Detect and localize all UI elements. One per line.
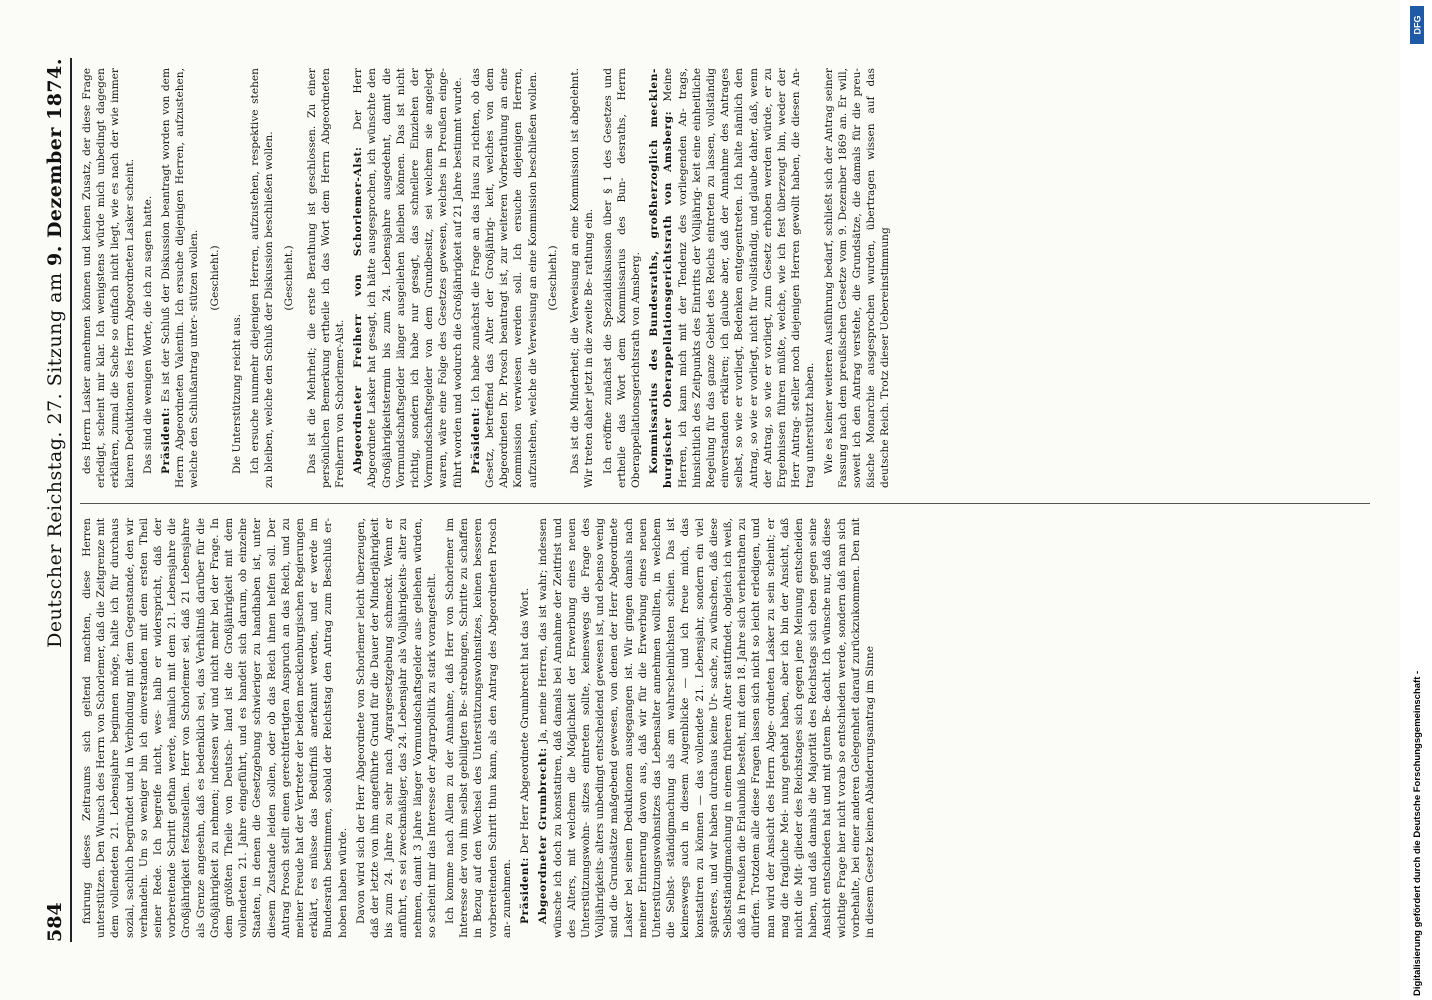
dfg-logo: DFG [1410, 6, 1424, 44]
paragraph [469, 68, 540, 488]
paragraph [536, 518, 877, 938]
paragraph [647, 68, 817, 488]
right-column [80, 68, 1376, 488]
paragraph-text: Es ist der Schluß der Diskussion beantragt worden von dem Herrn Abgeordneten Valentin. Ich ersuche diejenigen Herren, aufzustehen, welche den Schlußantrag unter- stützen wollen. [160, 68, 201, 488]
speaker-name: Abgeordneter Grumbrecht: [537, 747, 550, 924]
credit-text: Digitalisierung gefördert durch die Deutsche Forschungsgemeinschaft - [1412, 670, 1423, 996]
speaker-name: Präsident: [469, 406, 482, 474]
title-date: 9. Dezember 1874. [44, 58, 66, 266]
paragraph [443, 518, 514, 938]
paragraph [601, 68, 644, 488]
page-header [30, 58, 72, 942]
paragraph-text: Das sind die wenigen Worte, die ich zu sagen hatte. [141, 195, 154, 474]
paragraph-text: (Geschieht.) [208, 245, 221, 311]
paragraph-text: Der Herr Abgeordnete Grumbrecht hat das Wort. [519, 587, 532, 857]
paragraph-text: Ich ersuche nunmehr diejenigen Herren, aufzustehen, respektive stehen zu bleiben, welche den Schluß der Diskussion beschließen wollen. [249, 68, 276, 488]
paragraph [80, 68, 137, 488]
page-title [44, 58, 66, 648]
left-column [80, 518, 1376, 938]
paragraph-text: Ich eröffne zunächst die Spezialdiskussion über § 1 des Gesetzes und ertheile das Wort dem Kommissarius des Bun- desraths, Herrn Oberappellationsgerichtsrath von Amsberg. [601, 68, 642, 488]
paragraph-text: Ja, meine Herren, das ist wahr; indessen wünsche ich doch zu konstatiren, daß damals bei Annahme der Zeitfrist und des Alters, mit welchem die Möglichkeit der Erwerbung eines neuen Unterstützungswohn- sitzes eintreten sollte, keineswegs die Frage des Volljährigkeits- alters unbedingt entscheidend gewesen ist, und ebenso wenig sind die Grundsätze maßgebend gewesen, von denen der Herr Abgeordnete Lasker bei seinen Deduktionen ausgegangen ist. Wir gingen damals nach meiner Erinnerung davon aus, daß wir für die Erwerbung eines neuen Unterstützungswohnsitzes das Lebensalter annehmen wollten, in welchem die Selbst- ständigmachung als am wahrscheinlichsten schien. Das ist keineswegs auch in diesem Augenblicke — und ich freue mich, das konstatiren zu können — das vollendete 21. Lebensjahr, sondern ein viel späteres, und wir haben durchaus keine Ur- sache, zu wünschen, daß diese Selbstständigmachung in einem früheren Alter stattfindet, obgleich ich weiß, daß in Preußen die Erlaubniß besteht, mit dem 18. Jahre sich verheirathen zu dürfen. Trotzdem alle diese Fragen lassen sich nicht so leicht erledigen, und man wird der Ansicht des Herrn Abge- ordneten Lasker zu sein scheint; er mag die fragliche Mei- nung gehabt haben, aber ich bin der Ansicht, daß nicht die Mit- glieder des Reichstages sich gegen jene Meinung entscheiden haben, und daß damals die Majorität des Reichstags sich eben gegen seine Ansicht entschieden hat und mit gutem Be- dacht. Ich wünsche nur, daß diese wichtige Frage hier nicht vorab so entschieden werde, sondern daß man sich vorbehalte, bei einer anderen Gelegenheit darauf zurückzukommen. Den mit in diesem Gesetz keinen Abänderungsantrag im Sinne [537, 518, 876, 938]
speaker-name: Präsident: [519, 856, 532, 924]
stage-direction [208, 68, 222, 488]
title-prefix: Deutscher Reichstag. 27. Sitzung am [44, 266, 66, 648]
paragraph-text: (Geschieht.) [546, 245, 559, 311]
speaker-name: Präsident: [160, 406, 173, 474]
stage-direction [282, 68, 296, 488]
speaker-name: Kommissarius des Bundesraths, großherzoglich mecklen- burgischer Oberappellationsgerichtsrath von Amsberg: [648, 68, 675, 488]
column-divider [80, 503, 1370, 504]
paragraph [248, 68, 276, 488]
paragraph-text: Davon wird sich der Herr Abgeordnete von Schorlemer leicht überzeugen, daß der letzte von ihm angeführte Grund für die Dauer der Minderjährigkeit bis zum 24. Jahre zu sehr nach Agrargesetzgebung schmeckt. Wenn er anführt, es sei zweckmäßiger, das 24. Lebensjahr als Volljährigkeits- alter zu nehmen, damit 3 Jahre länger Vormundschaftsgelder aus- geliehen würden, so scheint mir das Interesse der Agrarpolitik zu stark vorangestellt. [354, 518, 438, 938]
paragraph [230, 68, 244, 488]
paragraph [80, 518, 350, 938]
paragraph-text: Der Herr Abgeordnete Lasker hat gesagt, ich hätte ausgesprochen, ich wünschte den Großjährigkeitstermin bis zum 24. Lebensjahre ausgedehnt, damit die Vormundschaftsgelder länger ausgeliehen bleiben können. Das ist nicht richtig, sondern ich habe nur gesagt, das schnellere Einziehen der Vormundschaftsgelder von dem Grundbesitz, sei welchem sie angelegt waren, wäre eine Folge des Gesetzes gewesen, welches in Preußen einge- führt worden und wodurch die Großjährigkeit auf 21 Jahre bestimmt wurde. [352, 68, 464, 488]
paragraph-text: Die Unterstützung reicht aus. [230, 313, 243, 474]
paragraph-text: Ich komme nach Allem zu der Annahme, daß Herr von Schorlemer im Interesse der von ihm selbst gebilligten Be- strebungen, Schritte zu schaffen in Bezug auf den Wechsel des Unterstützungswohnsitzes, keinen besseren vorbereitenden Schritt thun kann, als den Antrag des Abgeordneten Prosch an- zunehmen. [444, 518, 513, 938]
paragraph-text: Ich habe zunächst die Frage an das Haus zu richten, ob das Gesetz, betreffend das Alter der Großjährig- keit, welches von dem Abgeordneten Dr. Prosch beantragt ist, zur weiteren Vorberathung an eine Kommission verwiesen werden soll. Ich ersuche diejenigen Herren, aufzustehen, welche die Verweisung an eine Kommission beschließen wollen. [469, 68, 539, 488]
paragraph [354, 518, 439, 938]
paragraph-text: (Geschieht.) [283, 245, 296, 311]
paragraph [518, 518, 532, 938]
digitization-credit [1400, 0, 1432, 1000]
stage-direction [546, 68, 560, 488]
page-number: 584 [44, 902, 66, 942]
paragraph-text: Das ist die Mehrheit; die erste Berathung ist geschlossen. Zu einer persönlichen Bemerkung ertheile ich das Wort dem Herrn Abgeordneten Freiherrn von Schorlemer-Alst. [305, 68, 347, 488]
paragraph [305, 68, 348, 488]
paragraph-text: fixirung dieses Zeitraums sich geltend machten, diese Herren unterstützen. Den Wunsch des Herrn von Schorlemer, daß die Zeitgrenze mit dem vollendeten 21. Lebensjahre beginnen möge, halte ich für durchaus sozial, sachlich begründet und in Verbindung mit dem Gegenstande, den wir verhandeln. Um so weniger bin ich einverstanden mit dem ersten Theil seiner Rede. Ich begreife nicht, wes- halb er widerspricht, daß der vorbereitende Schritt gethan werde, nämlich mit dem 21. Lebensjahre die Großjährigkeit festzustellen. Herr von Schorlemer sei, daß 21 Lebensjahre als Grenze angesehn, daß es bedenklich sei, das Verhältniß darüber für die Großjährigkeit zu nehmen; indessen wir und nicht mehr bei der Frage. In dem größten Theile von Deutsch- land ist die Großjährigkeit mit dem vollendeten 21. Jahre eingeführt, und es handelt sich darum, ob einzelne Staaten, in denen die Gesetzgebung schwieriger zu handhaben ist, unter diesem Zustande leiden sollen, oder ob das Reich ihnen helfen soll. Der Antrag Prosch stellt einen gerechtfertigten Anspruch an das Reich, und zu meiner Freude hat der Vertreter der beiden mecklenburgischen Regierungen erklärt, es müsse das Bedürfniß anerkannt werden, und er werde im Bundesrath bestimmen, sobald der Reichstag den Antrag zum Beschluß er- hoben haben würde. [81, 518, 349, 938]
paragraph-text: des Herrn Lasker annehmen können und keinen Zusatz, der diese Frage erledigt, scheint mir klar. Ich wenigstens würde mich unbedingt dagegen erklären, zumal die Sache so einfach nicht liegt, wie es nach der wie immer klaren Deduktionen des Herrn Abgeordneten Lasker scheint. [81, 68, 136, 488]
paragraph [141, 68, 155, 488]
paragraph [568, 68, 596, 488]
paragraph [822, 68, 893, 488]
paragraph [351, 68, 465, 488]
paragraph-text: Wie es keiner weiteren Ausführung bedarf, schließt sich der Antrag seiner Fassung nach dem preußischen Gesetze vom 9. Dezember 1869 an. Er will, soweit ich den Antrag verstehe, die Grundsätze, die damals für die preu- ßische Monarchie ausgesprochen wurden, übertragen wissen auf das deutsche Reich. Trotz dieser Uebereinstimmung [822, 68, 892, 488]
paragraph [159, 68, 202, 488]
paragraph-text: Das ist die Minderheit; die Verweisung an eine Kommission ist abgelehnt. Wir treten daher jetzt in die zweite Be- rathung ein. [569, 68, 596, 488]
paragraph-text: Meine Herren, ich kann mich mit der Tendenz des vorliegenden An- trags, hinsichtlich des Zeitpunkts des Eintritts der Volljährig- keit eine einheitliche Regelung für das ganze Gebiet des Reichs eintreten zu lassen, vollständig einverstanden erklären; ich glaube aber, daß der Annahme des Antrages selbst, so wie er vorliegt, Bedenken entgegentreten. Ich halte nämlich den Antrag, so wie er vorliegt, nicht für vollständig, und glaube daher, daß, wenn der Antrag, so wie er vorliegt, zum Gesetz erhoben werden würde, er zu Ergebnissen führen müßte, welche, wie ich fest überzeugt bin, weder der Herr Antrag- steller noch diejenigen Herren gewollt haben, die diesen An- trag unterstützt haben. [662, 67, 817, 488]
speaker-name: Abgeordneter Freiherr von Schorlemer-Alst: [352, 146, 365, 474]
